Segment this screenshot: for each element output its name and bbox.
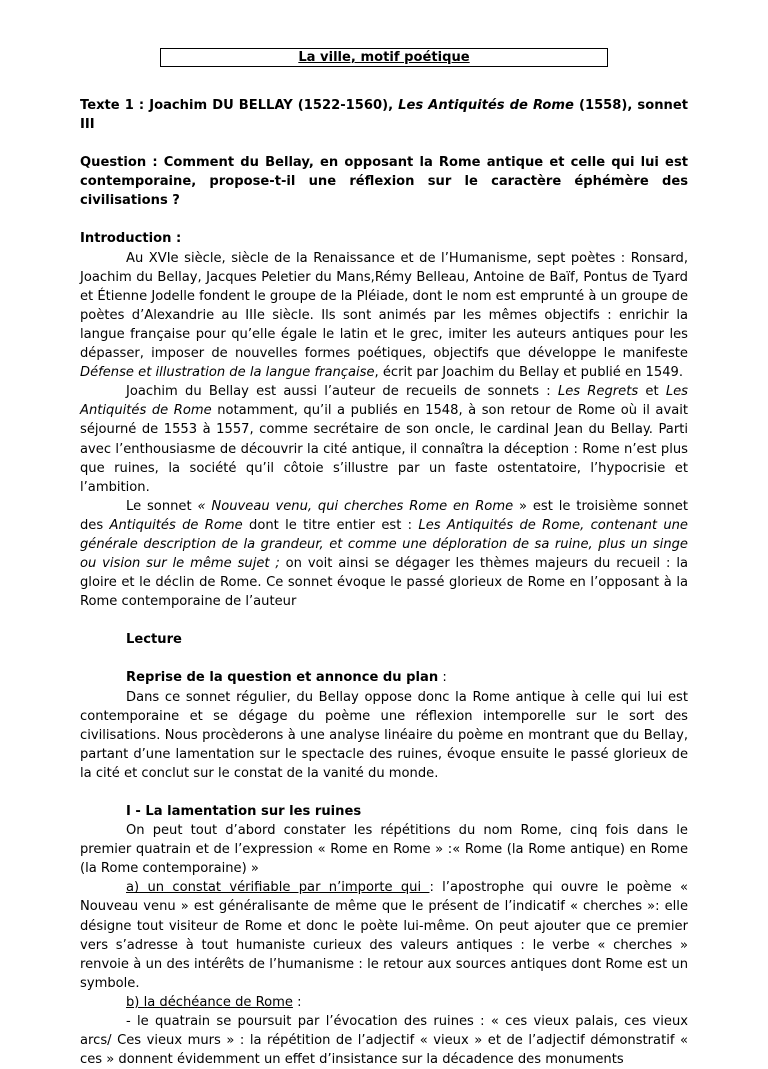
intro-paragraph-1 [80, 249, 688, 383]
intro-p1-text: Au XVIe siècle, siècle de la Renaissance et de l’Humanisme, sept poètes : Ronsard, Joachim du Bellay, Jacques Peletier du Mans,Rémy Belleau, Antoine de Baïf, Pontus de Tyard et Étienne Jodelle fondent le groupe de la Pléiade, dont le nom est emprunté à un groupe de poètes d’Alexandrie au IIIe siècle. Ils sont animés par les mêmes objectifs : enrichir la langue française pour qu’elle égale le latin et le grec, imiter les auteurs antiques pour les dépasser, imposer de nouvelles formes poétiques, objectifs que développe le manifeste [80, 250, 688, 362]
intro-p2-end: notamment, qu’il a publiés en 1548, à son retour de Rome où il avait séjourné de 1553 à 1557, comme secrétaire de son oncle, le cardinal Jean du Bellay. Parti avec l’enthousiasme de découvrir la cité antique, il connaîtra la déception : Rome n’est plus que ruines, la société qu’il côtoie s’illustre par un faste ostentatoire, l’hypocrisie et l’ambition. [80, 403, 688, 495]
plan-heading-text: Reprise de la question et annonce du plan [126, 670, 439, 686]
part1-section-b-title-line [80, 993, 688, 1012]
intro-p2-work1: Les Regrets [557, 384, 639, 400]
part1-paragraph: On peut tout d’abord constater les répétitions du nom Rome, cinq fois dans le premier quatrain et de l’expression « Rome en Rome » :« Rome (la Rome antique) en Rome (la Rome contemporaine) » [80, 823, 688, 877]
intro-p2-and: et [638, 384, 666, 400]
text-heading-suffix: (1558), sonnet III [80, 98, 689, 133]
document-body [80, 96, 688, 1069]
intro-p1-end: , écrit par Joachim du Bellay et publié en 1549. [374, 365, 684, 381]
plan-heading [80, 668, 688, 687]
plan-heading-colon: : [438, 670, 447, 686]
question: Question : Comment du Bellay, en opposant la Rome antique et celle qui lui est contemporaine, propose-t-il une réflexion sur le caractère éphémère des civilisations ? [80, 155, 688, 209]
part1-section-a-title: a) un constat vérifiable par n’importe qui [126, 880, 430, 896]
lecture-heading: Lecture [126, 632, 182, 648]
intro-p3-quote: « Nouveau venu, qui cherches Rome en Rome [197, 498, 514, 514]
intro-p3-mid2: dont le titre entier est : [242, 517, 419, 533]
intro-p3-work1: Antiquités de Rome [109, 517, 243, 533]
intro-p3-mid: » est le troisième sonnet des [80, 498, 688, 533]
intro-paragraph-3 [80, 497, 688, 612]
part1-heading: I - La lamentation sur les ruines [126, 804, 362, 819]
text-heading-work: Les Antiquités de Rome [398, 98, 574, 113]
part1-section-b-title: b) la déchéance de Rome [126, 994, 293, 1010]
intro-p3-work2: Les Antiquités de Rome, contenant une générale description de la grandeur, et comme une déploration de sa ruine, plus un singe ou vision sur le même sujet ; [80, 517, 688, 572]
part1-section-a [80, 878, 688, 993]
intro-heading: Introduction : [80, 231, 182, 247]
document-title: La ville, motif poétique [160, 48, 608, 67]
plan-paragraph: Dans ce sonnet régulier, du Bellay oppose donc la Rome antique à celle qui lui est contemporaine et se dégage du poème une réflexion intemporelle sur le sort des civilisations. Nous procèderons à une analyse linéaire du poème en montrant que du Bellay, partant d’une lamentation sur le spectacle des ruines, évoque ensuite le passé glorieux de la cité et conclut sur le constat de la vanité du monde. [80, 689, 688, 781]
intro-p3-text: Le sonnet [126, 498, 198, 514]
intro-p2-text: Joachim du Bellay est aussi l’auteur de recueils de sonnets : [126, 384, 558, 400]
intro-p2-work2: Les Antiquités de Rome [80, 384, 688, 419]
intro-p1-work: Défense et illustration de la langue française [80, 365, 375, 381]
part1-section-b-text: - le quatrain se poursuit par l’évocation des ruines : « ces vieux palais, ces vieux arcs/ Ces vieux murs » : la répétition de l’adjectif « vieux » et de l’adjectif démonstratif « ces » donnent évidemment un effet d’insistance sur la décadence des monuments [80, 1014, 688, 1068]
part1-section-b-colon: : [292, 994, 302, 1010]
part1-section-a-text: : l’apostrophe qui ouvre le poème « Nouveau venu » est généralisante de même que le présent de l’indicatif « cherches »: elle désigne tout visiteur de Rome et donc le poète lui-même. On peut ajouter que ce premier vers s’adresse à tout humaniste curieux des valeurs antiques : le verbe « cherches » renvoie à un des intérêts de l’humanisme : le retour aux sources antiques dont Rome est un symbole. [80, 880, 689, 991]
text-heading-author: Texte 1 : Joachim DU BELLAY (1522-1560), [80, 98, 399, 113]
text-heading [80, 96, 688, 134]
intro-p3-end: on voit ainsi se dégager les thèmes majeurs du recueil : la gloire et le déclin de Rome. Ce sonnet évoque le passé glorieux de Rome en l’opposant à la Rome contemporaine de l’auteur [80, 556, 688, 610]
intro-paragraph-2 [80, 382, 688, 497]
